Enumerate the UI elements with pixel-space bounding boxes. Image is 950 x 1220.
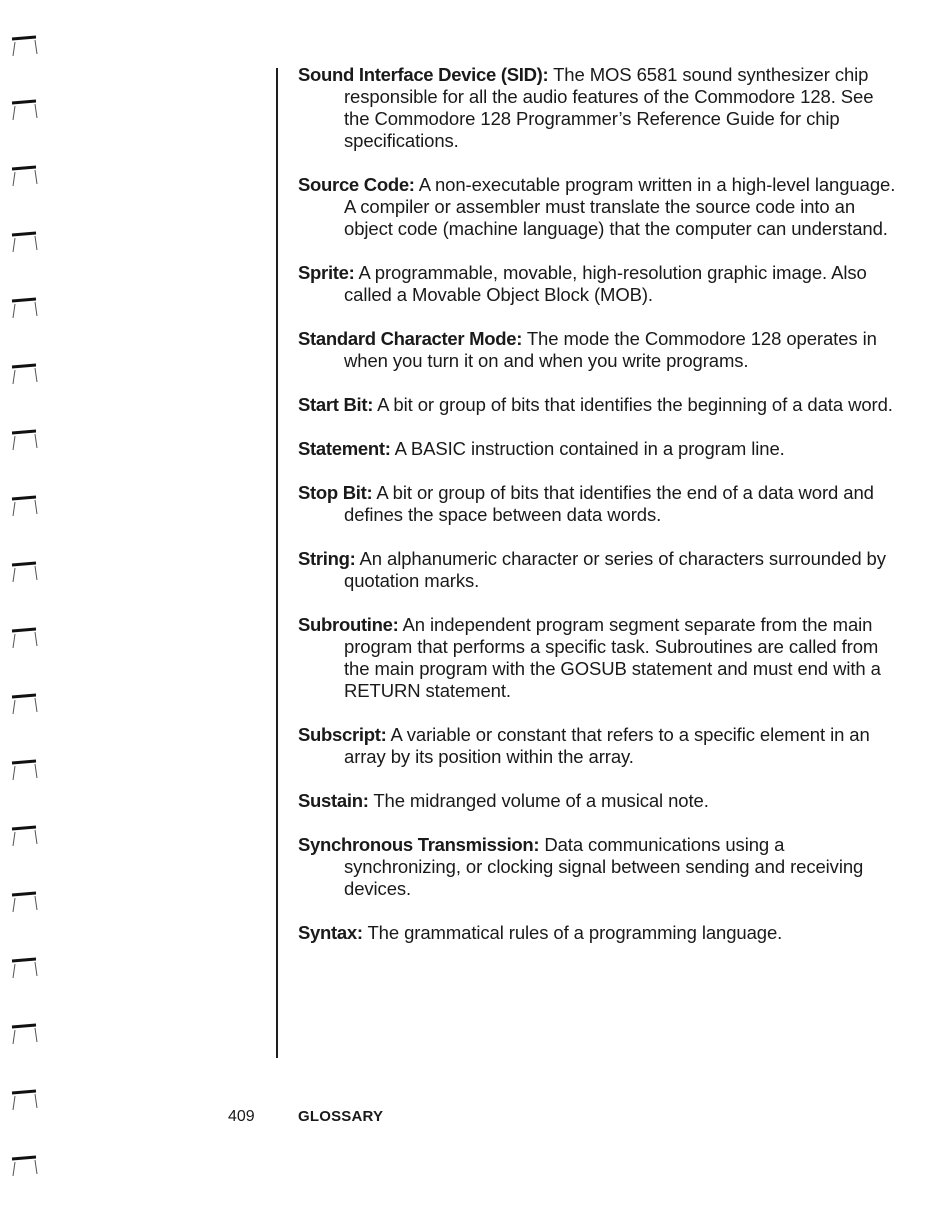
spiral-binding xyxy=(0,0,60,1220)
glossary-term: Stop Bit: xyxy=(298,482,373,503)
glossary-entry xyxy=(298,174,898,240)
glossary-definition: A programmable, movable, high-resolution graphic image. Also called a Movable Object Block (MOB). xyxy=(344,262,867,305)
glossary-term: Start Bit: xyxy=(298,394,374,415)
glossary-term: Subscript: xyxy=(298,724,387,745)
glossary-term: Sound Interface Device (SID): xyxy=(298,64,549,85)
binding-ring-icon xyxy=(8,758,40,782)
glossary-entry xyxy=(298,790,898,812)
glossary-term: Statement: xyxy=(298,438,391,459)
glossary-entry xyxy=(298,834,898,900)
glossary-term: Sprite: xyxy=(298,262,355,283)
glossary-entry xyxy=(298,614,898,702)
glossary-entry xyxy=(298,64,898,152)
glossary-definition: Data communications using a synchronizing, or clocking signal between sending and receiving devices. xyxy=(344,834,864,899)
glossary-entries xyxy=(298,64,898,966)
page-number: 409 xyxy=(228,1108,255,1125)
binding-ring-icon xyxy=(8,1022,40,1046)
glossary-term: Standard Character Mode: xyxy=(298,328,523,349)
binding-ring-icon xyxy=(8,296,40,320)
binding-ring-icon xyxy=(8,428,40,452)
glossary-definition: The midranged volume of a musical note. xyxy=(373,790,709,811)
glossary-entry xyxy=(298,438,898,460)
glossary-entry xyxy=(298,548,898,592)
binding-ring-icon xyxy=(8,560,40,584)
glossary-entry xyxy=(298,482,898,526)
glossary-definition: The grammatical rules of a programming language. xyxy=(367,922,783,943)
glossary-term: Syntax: xyxy=(298,922,363,943)
running-head: GLOSSARY xyxy=(298,1108,384,1125)
binding-ring-icon xyxy=(8,626,40,650)
glossary-definition: The MOS 6581 sound synthesizer chip responsible for all the audio features of the Commodore 128. See the Commodore 128 Programmer’s Reference Guide for chip specifications. xyxy=(344,64,874,151)
binding-ring-icon xyxy=(8,890,40,914)
glossary-definition: A BASIC instruction contained in a program line. xyxy=(394,438,785,459)
binding-ring-icon xyxy=(8,34,40,58)
glossary-definition: A variable or constant that refers to a specific element in an array by its position within the array. xyxy=(344,724,870,767)
glossary-definition: A non-executable program written in a high-level language. A compiler or assembler must translate the source code into an object code (machine language) that the computer can understand. xyxy=(344,174,896,239)
glossary-term: Source Code: xyxy=(298,174,415,195)
binding-ring-icon xyxy=(8,164,40,188)
glossary-definition: An independent program segment separate from the main program that performs a specific task. Subroutines are called from the main program with the GOSUB statement and must end with a RETURN statement. xyxy=(344,614,881,701)
binding-ring-icon xyxy=(8,230,40,254)
glossary-term: Subroutine: xyxy=(298,614,399,635)
glossary-entry xyxy=(298,724,898,768)
binding-ring-icon xyxy=(8,1154,40,1178)
glossary-entry xyxy=(298,922,898,944)
binding-ring-icon xyxy=(8,1088,40,1112)
binding-ring-icon xyxy=(8,692,40,716)
glossary-entry xyxy=(298,394,898,416)
glossary-definition: The mode the Commodore 128 operates in when you turn it on and when you write programs. xyxy=(344,328,877,371)
glossary-term: Sustain: xyxy=(298,790,369,811)
binding-ring-icon xyxy=(8,494,40,518)
binding-ring-icon xyxy=(8,956,40,980)
margin-rule xyxy=(276,68,278,1058)
glossary-entry xyxy=(298,328,898,372)
glossary-definition: An alphanumeric character or series of characters surrounded by quotation marks. xyxy=(344,548,886,591)
glossary-definition: A bit or group of bits that identifies the end of a data word and defines the space between data words. xyxy=(344,482,874,525)
glossary-term: String: xyxy=(298,548,356,569)
glossary-term: Synchronous Transmission: xyxy=(298,834,540,855)
glossary-entry xyxy=(298,262,898,306)
binding-ring-icon xyxy=(8,98,40,122)
binding-ring-icon xyxy=(8,362,40,386)
glossary-definition: A bit or group of bits that identifies the beginning of a data word. xyxy=(377,394,893,415)
binding-ring-icon xyxy=(8,824,40,848)
